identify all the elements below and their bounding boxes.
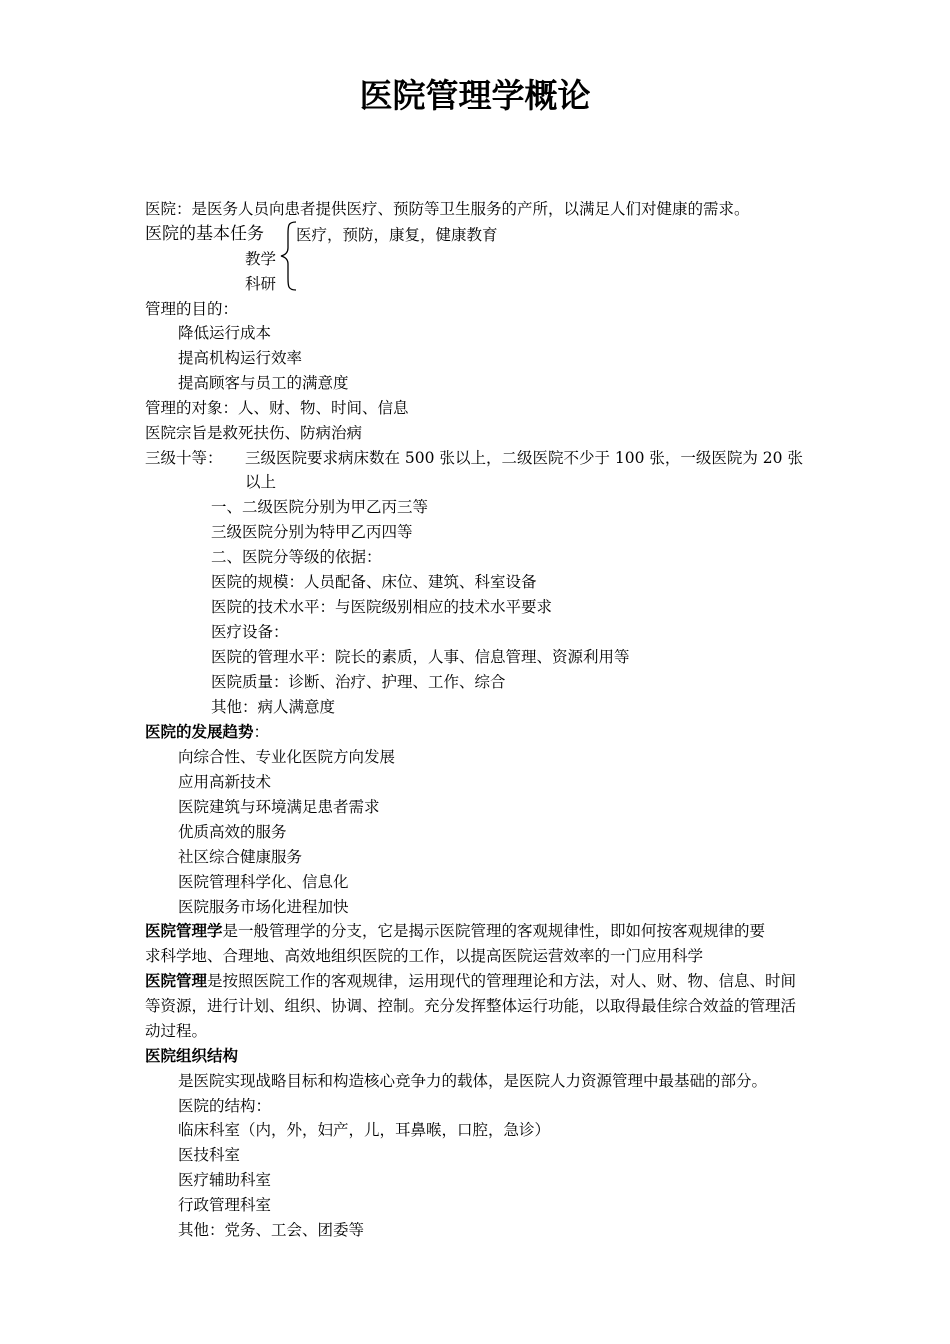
list-item: 医院建筑与环境满足患者需求: [178, 798, 380, 816]
list-item: 其他：党务、工会、团委等: [178, 1221, 365, 1239]
list-item: 应用高新技术: [178, 773, 272, 791]
definition-text: 等资源，进行计划、组织、协调、控制。充分发挥整体运行功能，以取得最佳综合效益的管理活: [145, 997, 797, 1015]
management-science-definition: [145, 921, 765, 941]
list-item: 医疗设备：: [211, 623, 289, 641]
definition-text: 是一般管理学的分支，它是揭示医院管理的客观规律性，即如何按客观规律的要: [222, 922, 766, 940]
list-item: 二、医院分等级的依据：: [211, 548, 382, 566]
list-item: 三级医院分别为特甲乙丙四等: [211, 523, 413, 541]
definition-term: 医院管理学: [145, 921, 223, 940]
definition-text: 是按照医院工作的客观规律，运用现代的管理理论和方法，对人、财、物、信息、时间: [207, 972, 797, 990]
levels-description-continued: 以上: [245, 473, 277, 491]
list-item: 提高机构运行效率: [178, 349, 303, 367]
list-item: 一、二级医院分别为甲乙丙三等: [211, 498, 429, 516]
trends-heading: [145, 722, 269, 742]
levels-description: 三级医院要求病床数在 500 张以上，二级医院不少于 100 张，一级医院为 20 张: [245, 449, 803, 467]
trends-heading-colon: ：: [253, 723, 270, 741]
list-item: 社区综合健康服务: [178, 848, 303, 866]
hospital-definition: 医院：是医务人员向患者提供医疗、预防等卫生服务的产所，以满足人们对健康的需求。: [145, 200, 750, 218]
definition-term: 医院管理: [145, 971, 208, 990]
org-structure-heading: 医院组织结构: [145, 1046, 239, 1065]
hospital-purpose: 医院宗旨是救死扶伤、防病治病: [145, 424, 363, 442]
list-item: 行政管理科室: [178, 1196, 272, 1214]
basic-task-item: 教学: [245, 250, 277, 268]
list-item: 提高顾客与员工的满意度: [178, 374, 349, 392]
list-item: 其他：病人满意度: [211, 698, 336, 716]
org-structure-subheading: 医院的结构：: [178, 1097, 272, 1115]
list-item: 医院管理科学化、信息化: [178, 873, 349, 891]
levels-label: 三级十等：: [145, 449, 223, 467]
list-item: 降低运行成本: [178, 324, 272, 342]
hospital-management-definition: [145, 971, 796, 991]
list-item: 优质高效的服务: [178, 823, 287, 841]
management-object: 管理的对象：人、财、物、时间、信息: [145, 399, 409, 417]
list-item: 医院的技术水平：与医院级别相应的技术水平要求: [211, 598, 553, 616]
basic-task-item: 科研: [245, 275, 277, 293]
basic-task-item: 医疗，预防，康复，健康教育: [296, 226, 498, 244]
list-item: 医疗辅助科室: [178, 1171, 272, 1189]
list-item: 向综合性、专业化医院方向发展: [178, 748, 396, 766]
definition-text: 动过程。: [145, 1022, 208, 1040]
list-item: 临床科室（内，外，妇产，儿，耳鼻喉，口腔，急诊）: [178, 1121, 551, 1139]
page-title: 医院管理学概论: [359, 76, 591, 115]
list-item: 医院的规模：人员配备、床位、建筑、科室设备: [211, 573, 537, 591]
basic-tasks-label: 医院的基本任务: [145, 224, 264, 244]
list-item: 医院的管理水平：院长的素质，人事、信息管理、资源利用等: [211, 648, 630, 666]
list-item: 医技科室: [178, 1146, 241, 1164]
trends-heading-text: 医院的发展趋势: [145, 722, 254, 741]
list-item: 医院服务市场化进程加快: [178, 898, 349, 916]
definition-text: 求科学地、合理地、高效地组织医院的工作，以提高医院运营效率的一门应用科学: [145, 947, 704, 965]
list-item: 医院质量：诊断、治疗、护理、工作、综合: [211, 673, 506, 691]
management-goal-heading: 管理的目的：: [145, 300, 239, 318]
org-structure-intro: 是医院实现战略目标和构造核心竞争力的载体，是医院人力资源管理中最基础的部分。: [178, 1072, 768, 1090]
